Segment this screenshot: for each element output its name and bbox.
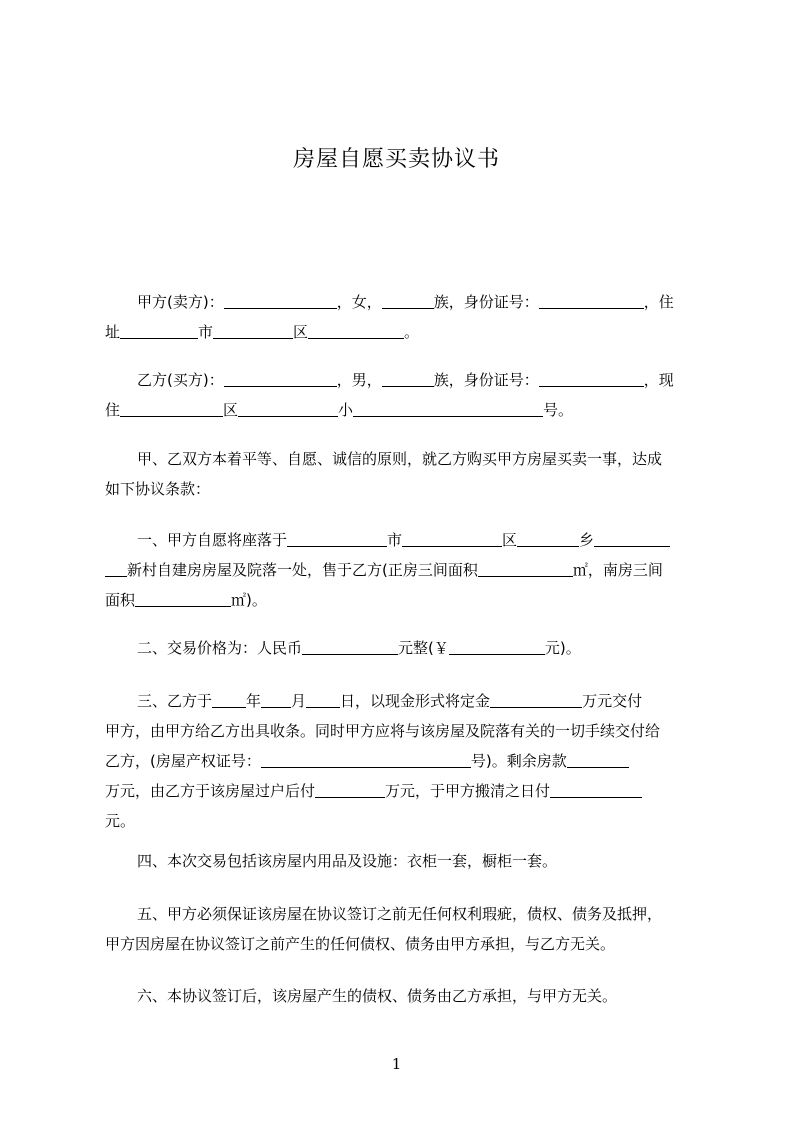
- clause-2-yuan-label: 元整(￥: [398, 639, 449, 657]
- clause-1-township-blank: [517, 530, 579, 547]
- clause-2-amount-number-blank: [449, 638, 545, 655]
- party-a-ethnicity-blank: [382, 292, 434, 309]
- party-a-id-label: 族，身份证号：: [433, 293, 539, 311]
- clause-3-moveout-blank: [550, 781, 642, 798]
- clause-1-end: ㎡)。: [231, 591, 267, 609]
- clause-3-deposit-text: 日，以现金形式将定金: [340, 692, 491, 710]
- party-a-district-blank: [213, 322, 293, 339]
- clause-4-text: 四、本次交易包括该房屋内用品及设施：衣柜一套，橱柜一套。: [137, 852, 558, 870]
- party-b-line-1: [105, 365, 701, 395]
- clause-1-city-blank: [287, 530, 387, 547]
- clause-3-deposit-unit: 万元交付: [582, 692, 643, 710]
- clause-5: [105, 899, 701, 959]
- clause-3-text: 三、乙方于: [137, 692, 213, 710]
- clause-3-line-4: [105, 776, 701, 806]
- party-a-gender: ，女，: [336, 293, 382, 311]
- clause-2-end: 元)。: [544, 639, 581, 657]
- clause-3-transfer-text: 万元，由乙方于该房屋过户后付: [105, 782, 316, 800]
- party-a-line-1: [105, 287, 701, 317]
- party-b-end: 号。: [543, 401, 574, 419]
- clause-1-village-blank-cont: [105, 560, 127, 577]
- clause-3-year-blank: [212, 691, 246, 708]
- clause-1: [105, 525, 701, 615]
- clause-1-township-label: 乡: [579, 531, 595, 549]
- clause-5-line-2: 甲方因房屋在协议签订之前产生的任何债权、债务由甲方承担，与乙方无关。: [105, 935, 616, 953]
- clause-3-line-1: [105, 686, 701, 716]
- clause-1-text: 一、甲方自愿将座落于: [137, 531, 288, 549]
- party-b-area-blank: [120, 400, 223, 417]
- clause-3-month-label: 月: [291, 692, 307, 710]
- clause-1-line-1: [105, 525, 701, 555]
- party-b-label: 乙方(买方)：: [137, 371, 224, 389]
- clause-1-main-area-blank: [478, 560, 573, 577]
- clause-3-cert-blank: [261, 751, 471, 768]
- clause-3-deposit-blank: [490, 691, 582, 708]
- clause-3-month-blank: [261, 691, 291, 708]
- party-a-district-label: 区: [293, 323, 309, 341]
- clause-2-line: [105, 633, 701, 663]
- clause-3-line-3: [105, 746, 701, 776]
- party-a-paragraph: [105, 287, 701, 347]
- party-a-address-start: ，住: [643, 293, 674, 311]
- clause-2: [105, 633, 701, 663]
- party-b-ethnicity-blank: [382, 370, 434, 387]
- clause-1-south-house-label: ㎡，南房三间: [572, 561, 663, 579]
- clause-1-village-blank: [594, 530, 670, 547]
- party-b-line-2: [105, 395, 701, 425]
- clause-1-line-2: [105, 555, 701, 585]
- clause-3-day-blank: [306, 691, 340, 708]
- clause-3-remaining-blank: [567, 751, 629, 768]
- party-a-id-blank: [539, 292, 644, 309]
- clause-1-district-blank: [402, 530, 502, 547]
- clause-4: [105, 846, 701, 876]
- page-number: 1: [391, 1055, 402, 1073]
- party-b-district-blank: [238, 400, 338, 417]
- clause-1-area-label: 面积: [105, 591, 136, 609]
- preamble-line-1: 甲、乙双方本着平等、自愿、诚信的原则，就乙方购买甲方房屋买卖一事，达成: [137, 450, 663, 468]
- party-a-line-2: [105, 317, 701, 347]
- party-a-end: 。: [404, 323, 420, 341]
- clause-1-sale-text: 新村自建房房屋及院落一处，售于乙方(正房三间面积: [127, 561, 478, 579]
- clause-3-remaining-label: 号)。剩余房款: [470, 752, 567, 770]
- party-a-city-label: 市: [198, 323, 214, 341]
- clause-3-transfer-blank: [315, 781, 385, 798]
- clause-3: [105, 686, 701, 836]
- party-b-district-label: 区: [223, 401, 239, 419]
- clause-2-price-label: 二、交易价格为：人民币: [137, 639, 303, 657]
- party-b-gender: ，男，: [336, 371, 382, 389]
- party-b-address-text: 住: [105, 401, 121, 419]
- clause-3-cert-label: 乙方，(房屋产权证号：: [105, 752, 261, 770]
- clause-3-moveout-text: 万元，于甲方搬清之日付: [385, 782, 551, 800]
- party-a-name-blank: [224, 292, 337, 309]
- clause-1-line-3: [105, 585, 701, 615]
- clause-3-line-5: 元。: [105, 812, 136, 830]
- clause-1-city-label: 市: [387, 531, 403, 549]
- party-b-community-label: 小: [338, 401, 354, 419]
- party-a-address-blank: [308, 322, 404, 339]
- party-a-city-blank: [120, 322, 198, 339]
- clause-6-text: 六、本协议签订后，该房屋产生的债权、债务由乙方承担，与甲方无关。: [137, 987, 618, 1005]
- clause-3-year-label: 年: [246, 692, 262, 710]
- clause-6: [105, 981, 701, 1011]
- party-b-address-start: ，现: [643, 371, 674, 389]
- party-b-name-blank: [224, 370, 337, 387]
- document-title: 房屋自愿买卖协议书: [292, 147, 500, 172]
- preamble-paragraph: [105, 444, 701, 504]
- clause-3-line-2: 甲方，由甲方给乙方出具收条。同时甲方应将与该房屋及院落有关的一切手续交付给: [105, 722, 661, 740]
- party-a-label: 甲方(卖方)：: [137, 293, 224, 311]
- clause-1-district-label: 区: [502, 531, 518, 549]
- party-b-paragraph: [105, 365, 701, 425]
- clause-2-amount-words-blank: [302, 638, 398, 655]
- party-b-id-blank: [539, 370, 644, 387]
- clause-1-south-area-blank: [135, 590, 231, 607]
- party-a-address-text: 址: [105, 323, 121, 341]
- party-b-number-blank: [353, 400, 543, 417]
- clause-5-line-1: 五、甲方必须保证该房屋在协议签订之前无任何权利瑕疵，债权、债务及抵押，: [137, 905, 663, 923]
- party-b-id-label: 族，身份证号：: [433, 371, 539, 389]
- preamble-line-2: 如下协议条款：: [105, 480, 211, 498]
